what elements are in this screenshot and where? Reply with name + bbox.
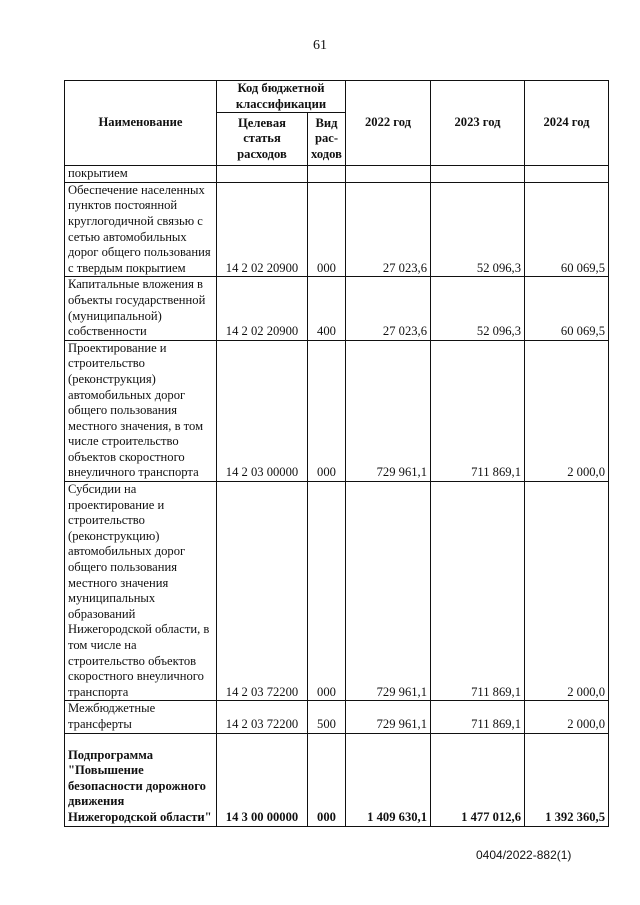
row-name: Подпрограмма "Повышение безопасности дорожного движения Нижегородской области": [65, 733, 217, 826]
budget-table: [64, 80, 609, 827]
row-code: 14 2 03 00000: [217, 340, 308, 481]
header-2024: 2024 год: [525, 81, 609, 166]
page-number: 61: [313, 38, 327, 53]
row-2024: 60 069,5: [525, 277, 609, 340]
row-kind: 000: [308, 482, 346, 701]
row-name: Капитальные вложения в объекты государственной (муниципальной) собственности: [65, 277, 217, 340]
row-2022: 27 023,6: [346, 182, 431, 277]
header-name: Наименование: [65, 81, 217, 166]
row-kind: 400: [308, 277, 346, 340]
row-2022: 1 409 630,1: [346, 733, 431, 826]
header-expense-kind: Вид рас-ходов: [308, 113, 346, 166]
row-2023: 52 096,3: [431, 277, 525, 340]
row-name: Субсидии на проектирование и строительство (реконструкцию) автомобильных дорог общего пользования местного значения муниципальных образований Нижегородской области, в том числе на строительство объектов скоростного внеуличного транспорта: [65, 482, 217, 701]
header-kbk: Код бюджетной классификации: [217, 81, 346, 113]
document-code: 0404/2022-882(1): [476, 848, 572, 862]
row-2022: [346, 166, 431, 183]
row-kind: 000: [308, 340, 346, 481]
table-row: [65, 166, 609, 183]
row-name: Обеспечение населенных пунктов постоянной круглогодичной связью с сетью автомобильных дорог общего пользования с твердым покрытием: [65, 182, 217, 277]
row-2024: [525, 166, 609, 183]
row-kind: 500: [308, 701, 346, 733]
row-name: Межбюджетные трансферты: [65, 701, 217, 733]
row-2022: 729 961,1: [346, 701, 431, 733]
row-2022: 27 023,6: [346, 277, 431, 340]
row-2024: 60 069,5: [525, 182, 609, 277]
row-2022: 729 961,1: [346, 482, 431, 701]
row-2023: 711 869,1: [431, 340, 525, 481]
row-name: Проектирование и строительство (реконструкция) автомобильных дорог общего пользования местного значения, в том числе строительство объектов скоростного внеуличного транспорта: [65, 340, 217, 481]
header-target-article: Целевая статья расходов: [217, 113, 308, 166]
table-row: [65, 701, 609, 733]
row-2024: 2 000,0: [525, 482, 609, 701]
row-code: 14 2 03 72200: [217, 482, 308, 701]
row-name: покрытием: [65, 166, 217, 183]
table-row: [65, 482, 609, 701]
row-code: 14 2 02 20900: [217, 182, 308, 277]
header-2022: 2022 год: [346, 81, 431, 166]
row-2023: 711 869,1: [431, 482, 525, 701]
table-row: [65, 182, 609, 277]
row-2024: 2 000,0: [525, 340, 609, 481]
row-2023: 52 096,3: [431, 182, 525, 277]
row-kind: 000: [308, 182, 346, 277]
row-2024: 2 000,0: [525, 701, 609, 733]
row-code: 14 2 02 20900: [217, 277, 308, 340]
row-2022: 729 961,1: [346, 340, 431, 481]
table-row: [65, 277, 609, 340]
row-kind: [308, 166, 346, 183]
row-2023: 1 477 012,6: [431, 733, 525, 826]
table-row: [65, 733, 609, 826]
row-code: 14 2 03 72200: [217, 701, 308, 733]
table-row: [65, 340, 609, 481]
row-code: 14 3 00 00000: [217, 733, 308, 826]
row-2024: 1 392 360,5: [525, 733, 609, 826]
header-2023: 2023 год: [431, 81, 525, 166]
row-kind: 000: [308, 733, 346, 826]
row-2023: 711 869,1: [431, 701, 525, 733]
row-2023: [431, 166, 525, 183]
row-code: [217, 166, 308, 183]
